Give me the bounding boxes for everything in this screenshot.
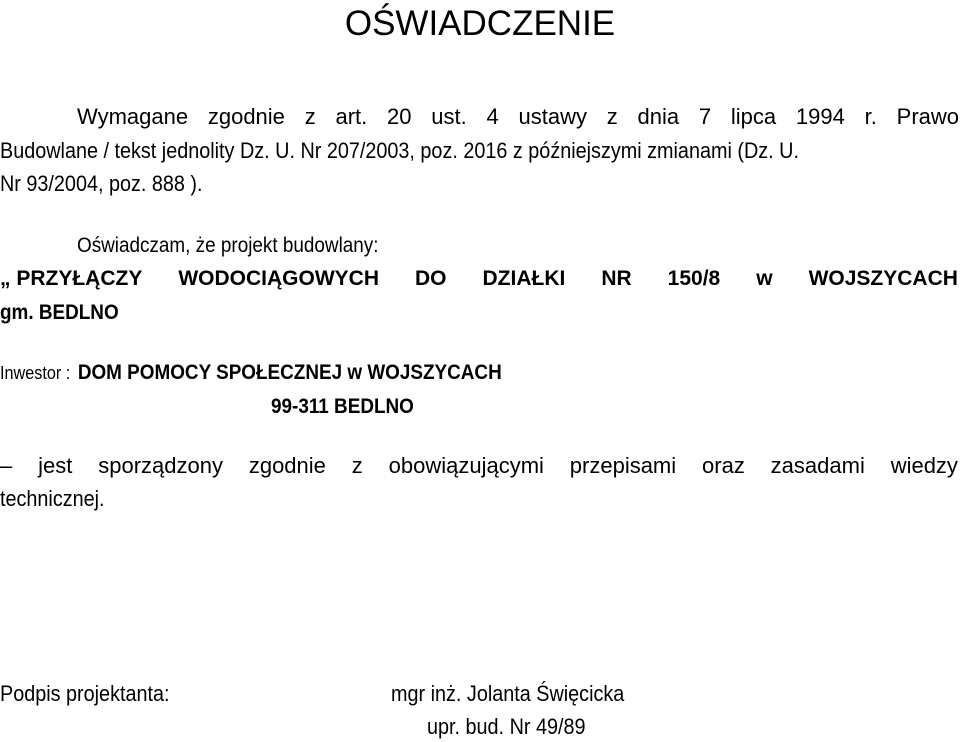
project-name-word: w	[756, 267, 773, 290]
project-name-word: DO	[415, 267, 447, 290]
legal-basis-word: 1994	[795, 104, 845, 129]
legal-basis-word: ustawy	[518, 104, 587, 129]
legal-basis-word: r.	[864, 104, 877, 129]
legal-basis-word: z	[606, 104, 618, 129]
legal-basis-word: dnia	[637, 104, 680, 129]
investor-name: DOM POMOCY SPOŁECZNEJ w WOJSZYCACH	[77, 361, 502, 384]
investor-address: 99-311 BEDLNO	[271, 395, 414, 418]
project-name-word: NR	[601, 267, 632, 290]
legal-basis-line-2: Budowlane / tekst jednolity Dz. U. Nr 207/2003, poz. 2016 z późniejszymi zmianami (Dz. U.	[0, 138, 799, 163]
legal-basis-word: 7	[698, 104, 712, 129]
statement-line-1	[0, 455, 958, 477]
project-name-word: 150/8	[667, 267, 721, 290]
project-name-word: „ PRZYŁĄCZY	[0, 267, 143, 290]
legal-basis-word: 20	[387, 104, 412, 129]
statement-word: z	[351, 453, 363, 478]
designer-license: upr. bud. Nr 49/89	[427, 714, 586, 739]
investor-label: Inwestor :	[0, 363, 71, 383]
statement-word: zgodnie	[248, 453, 326, 478]
legal-basis-word: Wymagane	[77, 104, 189, 129]
designer-name: mgr inż. Jolanta Święcicka	[391, 681, 625, 706]
signature-label: Podpis projektanta:	[0, 681, 170, 706]
legal-basis-line-3: Nr 93/2004, poz. 888 ).	[0, 171, 203, 196]
page-title: OŚWIADCZENIE	[344, 4, 616, 43]
statement-word: zasadami	[770, 453, 865, 478]
statement-line-2: technicznej.	[0, 486, 105, 511]
project-name-line-2: gm. BEDLNO	[0, 301, 119, 324]
statement-word: oraz	[702, 453, 745, 478]
statement-word: obowiązującymi	[388, 453, 544, 478]
legal-basis-word: 4	[486, 104, 499, 129]
project-name-word: DZIAŁKI	[482, 267, 566, 290]
project-name-word: WOJSZYCACH	[808, 267, 958, 290]
legal-basis-word: Prawo	[896, 104, 959, 129]
legal-basis-word: art.	[335, 104, 368, 129]
statement-word: przepisami	[569, 453, 677, 478]
legal-basis-line-1	[77, 106, 959, 128]
investor-line	[0, 362, 502, 383]
statement-word: wiedzy	[890, 453, 958, 478]
legal-basis-word: lipca	[730, 104, 777, 129]
legal-basis-word: z	[304, 104, 316, 129]
project-name-word: WODOCIĄGOWYCH	[178, 267, 379, 290]
statement-word: sporządzony	[98, 453, 223, 478]
statement-word: –	[0, 453, 13, 478]
project-name-line-1	[0, 268, 958, 289]
legal-basis-word: zgodnie	[207, 104, 285, 129]
legal-basis-word: ust.	[431, 104, 467, 129]
declaration-intro: Oświadczam, że projekt budowlany:	[77, 234, 379, 257]
statement-word: jest	[38, 453, 73, 478]
